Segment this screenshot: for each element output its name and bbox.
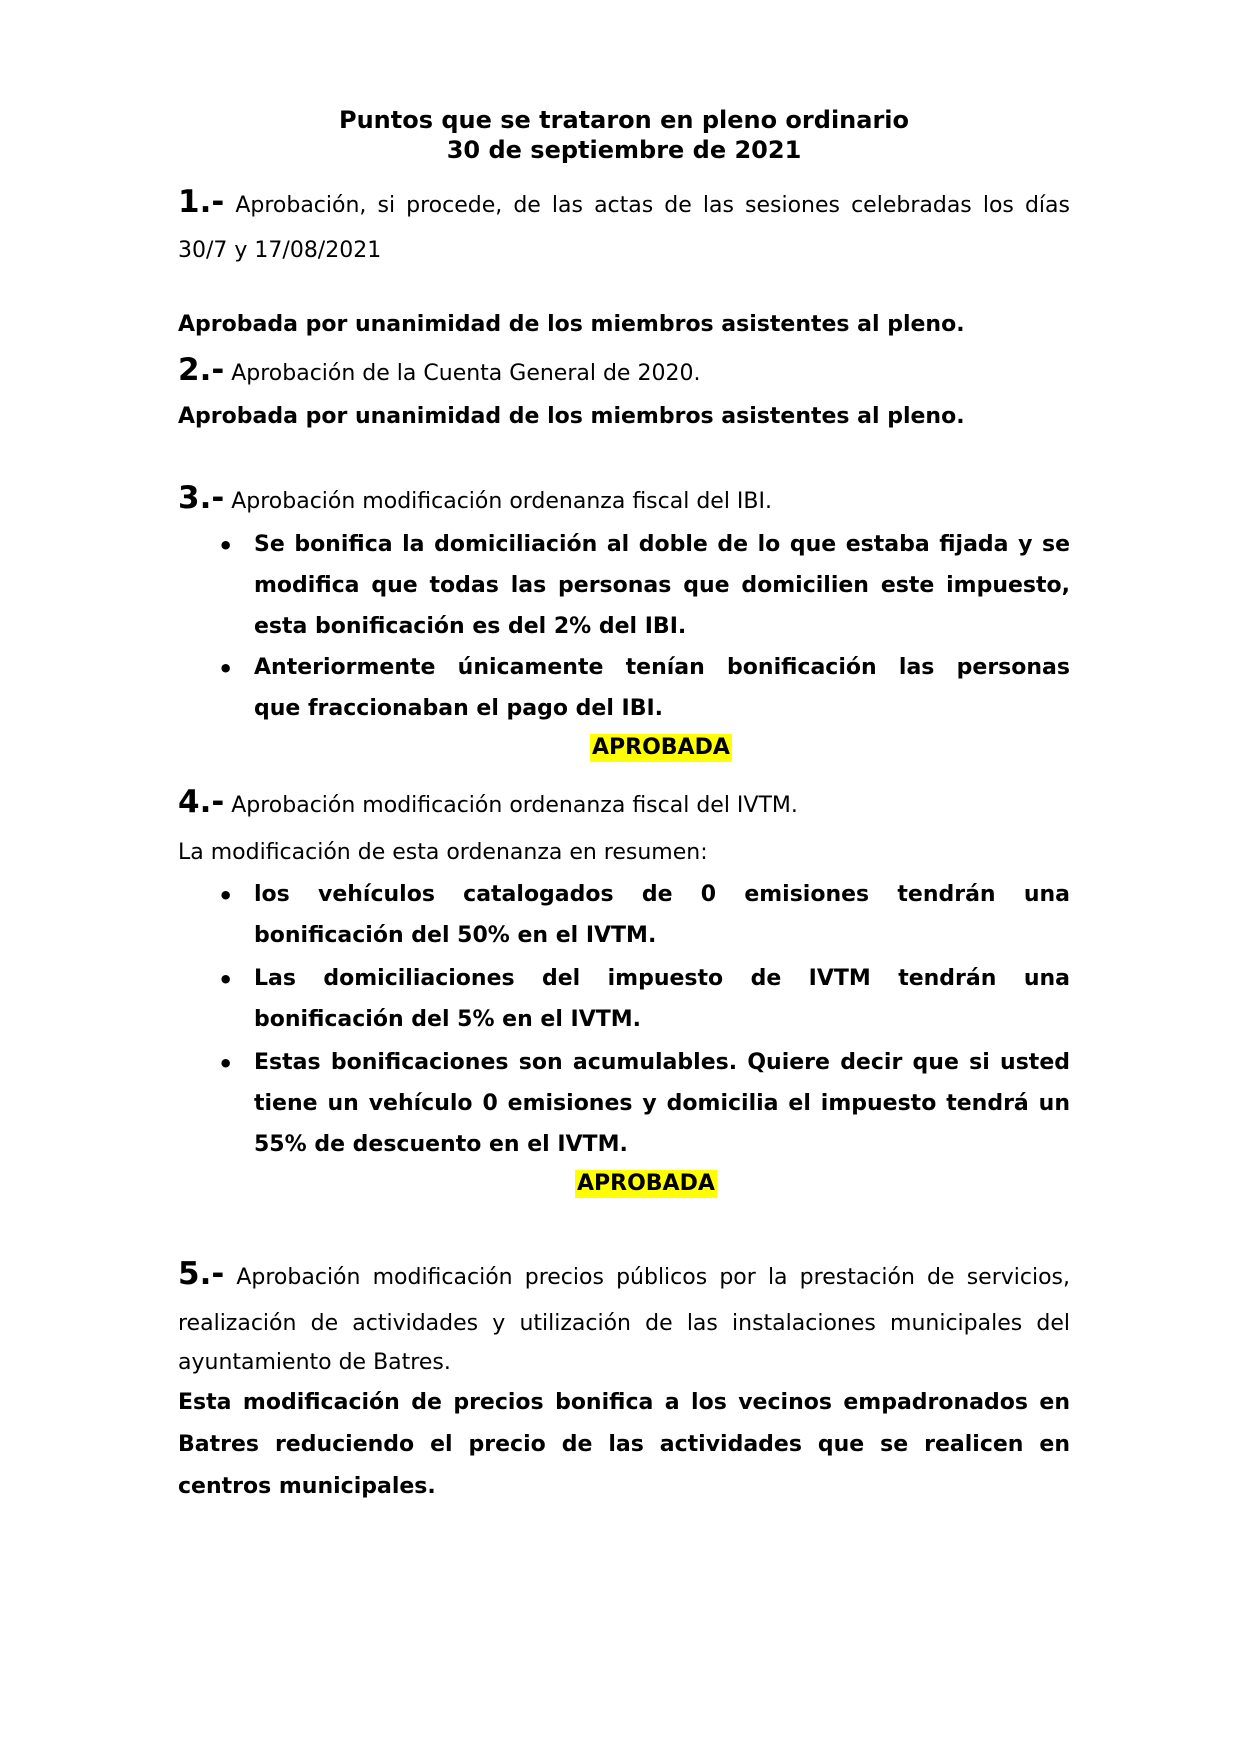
item-number: 1.- — [178, 184, 225, 220]
item-number: 3.- — [178, 480, 225, 516]
item-5-result-line3: centros municipales. — [178, 1474, 436, 1499]
item-text: Aprobación modificación ordenanza fiscal del IVTM. — [231, 793, 798, 818]
item-5-text-line3: ayuntamiento de Batres. — [178, 1350, 451, 1375]
item-text: Aprobación, si procede, de las actas de las sesiones celebradas los días — [235, 193, 1070, 218]
item-text: Aprobación modificación ordenanza fiscal del IBI. — [231, 489, 772, 514]
item-5-text-line2: realización de actividades y utilización de las instalaciones municipales del — [178, 1311, 1070, 1336]
item-1-text-line2: 30/7 y 17/08/2021 — [178, 238, 382, 263]
bullet-line: Anteriormente únicamente tenían bonificación las personas — [254, 655, 1070, 680]
item-number: 5.- — [178, 1256, 225, 1292]
item-1-heading — [178, 184, 1070, 220]
document-title-line1: Puntos que se trataron en pleno ordinario — [338, 106, 909, 134]
item-2-heading — [178, 352, 1070, 388]
item-5-result-line2: Batres reduciendo el precio de las actividades que se realicen en — [178, 1432, 1070, 1457]
item-5-heading — [178, 1256, 1070, 1292]
bullet-icon: • — [218, 1050, 234, 1078]
bullet-line: esta bonificación es del 2% del IBI. — [254, 614, 687, 639]
item-text: Aprobación de la Cuenta General de 2020. — [231, 361, 701, 386]
bullet-icon: • — [218, 966, 234, 994]
item-text: Aprobación modificación precios públicos por la prestación de servicios, — [236, 1265, 1070, 1290]
bullet-line: bonificación del 5% en el IVTM. — [254, 1007, 641, 1032]
item-3-heading — [178, 480, 1070, 516]
item-number: 2.- — [178, 352, 225, 388]
document-title-line2: 30 de septiembre de 2021 — [446, 136, 802, 164]
item-4-status-badge: APROBADA — [577, 1171, 715, 1196]
bullet-line: bonificación del 50% en el IVTM. — [254, 923, 657, 948]
bullet-icon: • — [218, 532, 234, 560]
bullet-icon: • — [218, 882, 234, 910]
bullet-line: que fraccionaban el pago del IBI. — [254, 696, 664, 721]
item-1-result: Aprobada por unanimidad de los miembros asistentes al pleno. — [178, 312, 965, 337]
bullet-line: los vehículos catalogados de 0 emisiones tendrán una — [254, 882, 1070, 907]
bullet-line: tiene un vehículo 0 emisiones y domicilia el impuesto tendrá un — [254, 1091, 1070, 1116]
item-4-intro: La modificación de esta ordenanza en resumen: — [178, 840, 708, 865]
item-4-heading — [178, 784, 1070, 820]
bullet-line: 55% de descuento en el IVTM. — [254, 1132, 628, 1157]
item-number: 4.- — [178, 784, 225, 820]
bullet-line: Estas bonificaciones son acumulables. Quiere decir que si usted — [254, 1050, 1070, 1075]
bullet-line: Las domiciliaciones del impuesto de IVTM tendrán una — [254, 966, 1070, 991]
item-2-result: Aprobada por unanimidad de los miembros asistentes al pleno. — [178, 404, 965, 429]
bullet-line: Se bonifica la domiciliación al doble de lo que estaba fijada y se — [254, 532, 1070, 557]
bullet-line: modifica que todas las personas que domicilien este impuesto, — [254, 573, 1070, 598]
bullet-icon: • — [218, 655, 234, 683]
item-5-result-line1: Esta modificación de precios bonifica a los vecinos empadronados en — [178, 1390, 1070, 1415]
item-3-status-badge: APROBADA — [592, 735, 730, 760]
